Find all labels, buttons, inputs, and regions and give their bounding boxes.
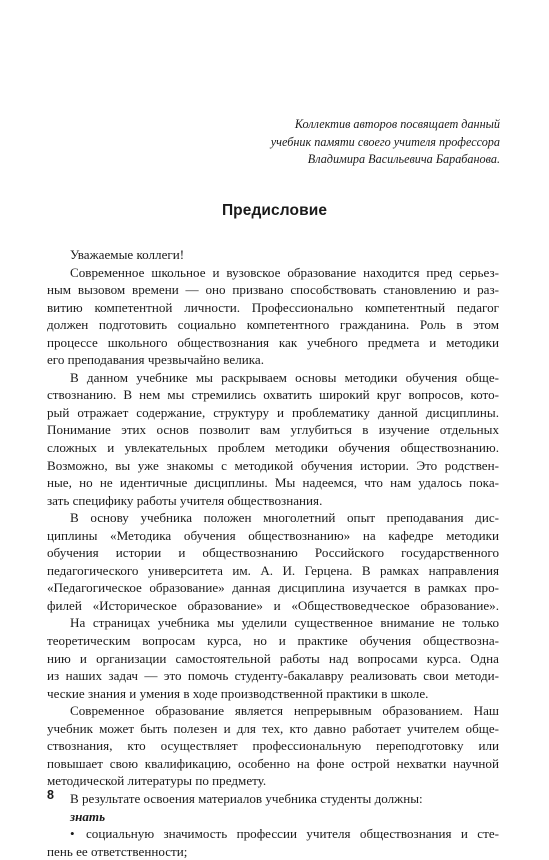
dedication-line: учебник памяти своего учителя профессора — [270, 134, 500, 149]
text-line: нию и организации самостоятельной работы над вопросами курса. Одна — [47, 650, 499, 666]
text-line: филей «Историческое образование» и «Обществоведческое образование». — [47, 597, 499, 613]
text-line: В результате освоения материалов учебника студенты должны: — [70, 790, 423, 806]
bullet-marker: • — [70, 826, 75, 842]
text-line: пень ее ответственности; — [47, 843, 188, 859]
text-line: Уважаемые коллеги! — [70, 247, 185, 262]
text-line: сложных и увлекательных проблем методики обучения обществознанию. — [47, 440, 499, 456]
keyword-heading: знать — [70, 808, 106, 824]
text-line: ческие знания и умения в ходе производственной практики в школе. — [47, 685, 429, 701]
text-line: обучения истории и обществознанию Российского государственного — [47, 545, 499, 561]
text-line: Возможно, вы уже знакомы с методикой обучения истории. Это родствен- — [47, 457, 499, 473]
text-line: В основу учебника положен многолетний опыт преподавания дис- — [70, 510, 499, 526]
section-title: Предисловие — [221, 202, 328, 219]
bullet-item — [47, 825, 499, 843]
text-line: учебник может быть полезен и для тех, кто давно работает учителем обще- — [47, 720, 499, 736]
dedication — [238, 116, 500, 169]
text-line: рый отражает содержание, структуру и проблематику данной дисциплины. — [47, 404, 499, 420]
text-line: методической литературы по предмету. — [47, 773, 267, 789]
text-line: ным вызовом времени — оно призвано способствовать становлению и раз- — [47, 282, 499, 298]
text-line: зать специфику работы учителя обществознания. — [47, 492, 323, 508]
text-line: педагогического университета им. А. И. Герцена. В рамках направления — [47, 562, 499, 578]
text-line: должен подготовить социально компетентного гражданина. Роль в этом — [47, 317, 499, 333]
body-text — [47, 246, 499, 860]
bullet-text: социальную значимость профессии учителя обществознания и сте- — [86, 826, 499, 842]
text-line: Современное образование является непрерывным образованием. Наш — [70, 703, 499, 719]
text-line: циплины «Методика обучения обществознанию» на кафедре методики — [47, 527, 499, 543]
text-line: Современное школьное и вузовское образование находится пред серьез- — [70, 264, 499, 280]
text-line: «Педагогическое образование» данная дисциплина изучается в рамках про- — [47, 580, 499, 596]
text-line: процессе школьного обществознания как учебного предмета и методики — [47, 334, 499, 350]
text-line: ствознания, кто осуществляет профессиональную переподготовку или — [47, 738, 499, 754]
dedication-line: Коллектив авторов посвящает данный — [294, 117, 500, 131]
text-line: ствознанию. В нем мы стремились охватить широкий круг вопросов, кото- — [47, 387, 499, 403]
text-line: На страницах учебника мы уделили существенное внимание не только — [70, 615, 499, 631]
dedication-line: Владимира Васильевича Барабанова. — [307, 152, 500, 167]
page-number: 8 — [47, 788, 54, 802]
text-line: Понимание этих основ позволит вам углубиться в изучение отдельных — [47, 422, 499, 438]
text-line: теоретическим вопросам курса, но и практике обучения обществозна- — [47, 633, 499, 649]
text-line: витию компетентной личности. Профессионально компетентный педагог — [47, 299, 499, 315]
text-line: В данном учебнике мы раскрываем основы методики обучения обще- — [70, 369, 499, 385]
text-line: из наших задач — это помочь студенту-бакалавру реализовать свои методи- — [47, 668, 499, 684]
text-line: его преподавания чрезвычайно велика. — [47, 352, 265, 368]
text-line: ные, но не идентичные дисциплины. Мы надеемся, что нам удалось пока- — [47, 475, 499, 491]
text-line: повышает свою квалификацию, особенно на фоне острой нехватки научной — [47, 755, 499, 771]
